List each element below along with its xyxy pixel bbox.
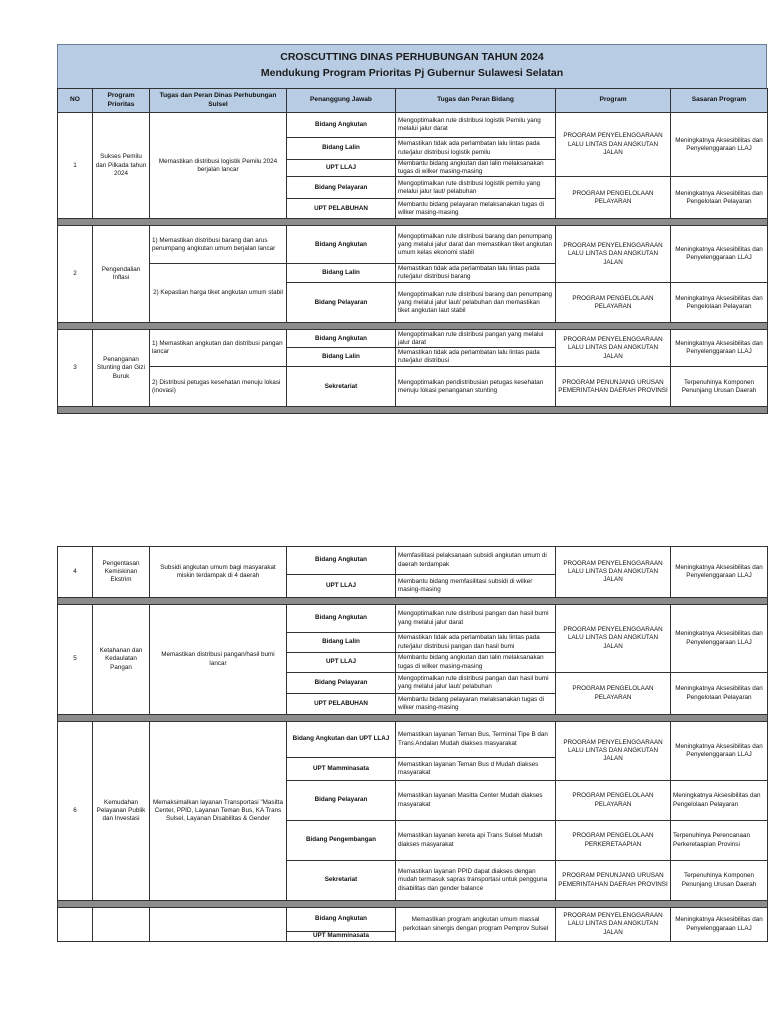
row-tugas-bidang: Memastikan tidak ada perlambatan lalu lintas pada rute/jalur distribusi [396, 348, 556, 367]
row-penanggung-jawab: UPT Mamminasata [287, 758, 396, 781]
row-no: 2 [58, 226, 93, 323]
row-no: 1 [58, 113, 93, 219]
table-row [58, 226, 768, 264]
section-separator [58, 715, 768, 722]
row-program: PROGRAM PENYELENGGARAAN LALU LINTAS DAN ANGKUTAN JALAN [556, 547, 671, 598]
row-program-prioritas: Penanganan Stunting dan Gizi Buruk [93, 330, 150, 407]
row-sasaran: Meningkatnya Aksesibilitas dan Pengelolaan Pelayaran [671, 283, 768, 323]
row-penanggung-jawab: Bidang Pengembangan [287, 821, 396, 861]
row-tugas-bidang: Memastikan tidak ada perlambatan lalu lintas pada rute/jalur distribusi barang [396, 264, 556, 283]
row-penanggung-jawab: UPT LLAJ [287, 653, 396, 673]
table-row [58, 722, 768, 758]
row-sasaran: Meningkatnya Aksesibilitas dan Pengelolaan Pelayaran [671, 177, 768, 219]
row-sasaran: Meningkatnya Aksesibilitas dan Penyelenggaraan LLAJ [671, 547, 768, 598]
section-separator [58, 219, 768, 226]
row-tugas-bidang: Memastikan tidak ada perlambatan lalu lintas pada rute/jalur distribusi pangan dan hasil bumi [396, 633, 556, 653]
table-row [58, 113, 768, 138]
row-program-prioritas: Pengendalian Inflasi [93, 226, 150, 323]
row-no: 3 [58, 330, 93, 407]
row-penanggung-jawab: Bidang Angkutan dan UPT LLAJ [287, 722, 396, 758]
row-penanggung-jawab: Bidang Angkutan [287, 226, 396, 264]
row-penanggung-jawab: UPT PELABUHAN [287, 694, 396, 715]
row-tugas-dinas: Memastikan distribusi pangan/hasil bumi lancar [150, 605, 287, 715]
row-tugas-bidang: Membantu bidang angkutan dan lalin melaksanakan tugas di wilker masing-masing [396, 653, 556, 673]
header-no: NO [58, 89, 93, 113]
crosscutting-table-2 [57, 546, 768, 942]
header-tugas-dinas: Tugas dan Peran Dinas Perhubungan Sulsel [150, 89, 287, 113]
row-program: PROGRAM PENGELOLAAN PELAYARAN [556, 177, 671, 219]
row-penanggung-jawab: Bidang Lalin [287, 348, 396, 367]
section-separator [58, 407, 768, 414]
table-row [58, 330, 768, 348]
section-separator [58, 598, 768, 605]
row-penanggung-jawab: Bidang Pelayaran [287, 177, 396, 199]
section-separator [58, 901, 768, 908]
row-sasaran: Meningkatnya Aksesibilitas dan Pengelolaan Pelayaran [671, 673, 768, 715]
row-sasaran: Meningkatnya Aksesibilitas dan Penyelenggaraan LLAJ [671, 226, 768, 283]
row-penanggung-jawab: Bidang Angkutan [287, 605, 396, 633]
row-penanggung-jawab: Bidang Lalin [287, 264, 396, 283]
row-sasaran: Meningkatnya Aksesibilitas dan Penyelenggaraan LLAJ [671, 330, 768, 367]
sheet-page-2 [57, 546, 767, 942]
row-penanggung-jawab: Bidang Pelayaran [287, 673, 396, 694]
row-penanggung-jawab: Bidang Angkutan [287, 113, 396, 138]
table-row [58, 908, 768, 932]
header-program: Program [556, 89, 671, 113]
row-tugas-bidang: Mengoptimalkan pendistribusian petugas kesehatan menuju lokasi penanganan stunting [396, 367, 556, 407]
row-penanggung-jawab: Bidang Pelayaran [287, 781, 396, 821]
row-penanggung-jawab: Bidang Pelayaran [287, 283, 396, 323]
document-subtitle: Mendukung Program Prioritas Pj Gubernur Sulawesi Selatan [260, 67, 564, 79]
row-tugas-bidang: Mengoptimalkan rute distribusi barang dan penumpang yang melalui jalur darat dan memastikan tiket angkutan umum kelas ekonomi stabil [396, 226, 556, 264]
row-tugas-bidang: Membantu bidang pelayaran melaksanakan tugas di wilker masing-masing [396, 694, 556, 715]
row-program: PROGRAM PENGELOLAAN PELAYARAN [556, 673, 671, 715]
row-tugas-dinas: Subsidi angkutan umum bagi masyarakat miskin terdampak di 4 daerah [150, 547, 287, 598]
section-separator [58, 323, 768, 330]
row-program-prioritas: Ketahanan dan Kedaulatan Pangan [93, 605, 150, 715]
row-tugas-dinas [150, 908, 287, 942]
title-banner [57, 44, 767, 88]
header-tugas-bidang: Tugas dan Peran Bidang [396, 89, 556, 113]
row-penanggung-jawab: Bidang Angkutan [287, 330, 396, 348]
row-penanggung-jawab: UPT PELABUHAN [287, 199, 396, 219]
row-tugas-bidang: Membantu bidang pelayaran melaksanakan tugas di wilker masing-masing [396, 199, 556, 219]
row-tugas-bidang: Mengoptimalkan rute distribusi pangan yang melalui jalur darat [396, 330, 556, 348]
header-row [58, 89, 768, 113]
row-tugas-bidang: Mengoptimalkan rute distribusi pangan dan hasil bumi yang melalui jalur darat [396, 605, 556, 633]
row-sasaran: Meningkatnya Aksesibilitas dan Penyelenggaraan LLAJ [671, 722, 768, 781]
row-tugas-dinas: 2) Distribusi petugas kesehatan menuju lokasi (inovasi) [150, 367, 287, 407]
row-penanggung-jawab: Bidang Angkutan [287, 908, 396, 932]
row-tugas-bidang: Memfasilitasi pelaksanaan subsidi angkutan umum di daerah terdampak [396, 547, 556, 575]
row-tugas-bidang: Memastikan program angkutan umum massal perkotaan sinergis dengan program Pemprov Sulsel [396, 908, 556, 942]
row-tugas-bidang: Mengoptimalkan rute distribusi pangan dan hasil bumi yang melalui jalur laut/ pelabuhan [396, 673, 556, 694]
row-tugas-bidang: Membantu bidang angkutan dan lalin melaksanakan tugas di wilker masing-masing [396, 160, 556, 177]
row-program: PROGRAM PENGELOLAAN PELAYARAN [556, 781, 671, 821]
row-tugas-dinas: Memaksimalkan layanan Transportasi "Masitta Center, PPID, Layanan Teman Bus, KA Trans Sulsel, Layanan Disabilitas & Gender [150, 722, 287, 901]
row-program: PROGRAM PENYELENGGARAAN LALU LINTAS DAN ANGKUTAN JALAN [556, 908, 671, 942]
row-tugas-bidang: Memastikan layanan PPID dapat diakses dengan mudah termasuk sapras transportasi untuk pengguna disabilitas dan gender balance [396, 861, 556, 901]
row-program-prioritas: Kemudahan Pelayanan Publik dan Investasi [93, 722, 150, 901]
header-sasaran-program: Sasaran Program [671, 89, 768, 113]
row-tugas-dinas: 2) Kepastian harga tiket angkutan umum stabil [150, 264, 287, 323]
table-row [58, 547, 768, 575]
row-penanggung-jawab: Sekretariat [287, 861, 396, 901]
row-tugas-dinas: Memastikan distribusi logistik Pemilu 2024 berjalan lancar [150, 113, 287, 219]
row-sasaran: Terpenuhinya Komponen Penunjang Urusan Daerah [671, 367, 768, 407]
row-program: PROGRAM PENUNJANG URUSAN PEMERINTAHAN DAERAH PROVINSI [556, 367, 671, 407]
table-row [58, 367, 768, 407]
row-tugas-bidang: Memastikan layanan Teman Bus, Terminal Tipe B dan Trans Andalan Mudah diakses masyarakat [396, 722, 556, 758]
row-program: PROGRAM PENYELENGGARAAN LALU LINTAS DAN ANGKUTAN JALAN [556, 330, 671, 367]
row-program: PROGRAM PENYELENGGARAAN LALU LINTAS DAN ANGKUTAN JALAN [556, 605, 671, 673]
row-tugas-bidang: Memastikan layanan Teman Bus d Mudah diakses masyarakat [396, 758, 556, 781]
row-tugas-bidang: Membantu bidang memfasilitasi subsidi di wilker masing-masing [396, 575, 556, 598]
row-penanggung-jawab: Bidang Angkutan [287, 547, 396, 575]
row-no: 4 [58, 547, 93, 598]
row-program-prioritas: Sukses Pemilu dan Pilkada tahun 2024 [93, 113, 150, 219]
row-penanggung-jawab: UPT Mamminasata [287, 932, 396, 942]
row-no: 6 [58, 722, 93, 901]
row-tugas-bidang: Mengoptimalkan rute distribusi logistik pemilu yang melalui jalur laut/ pelabuhan [396, 177, 556, 199]
document-title: CROSCUTTING DINAS PERHUBUNGAN TAHUN 2024 [280, 51, 544, 63]
row-tugas-bidang: Memastikan layanan Masitta Center Mudah diakses masyarakat [396, 781, 556, 821]
row-program: PROGRAM PENYELENGGARAAN LALU LINTAS DAN ANGKUTAN JALAN [556, 722, 671, 781]
row-penanggung-jawab: Bidang Lalin [287, 633, 396, 653]
row-no: 5 [58, 605, 93, 715]
row-sasaran: Meningkatnya Aksesibilitas dan Penyelenggaraan LLAJ [671, 113, 768, 177]
row-sasaran: Meningkatnya Aksesibilitas dan Penyelenggaraan LLAJ [671, 605, 768, 673]
row-penanggung-jawab: UPT LLAJ [287, 575, 396, 598]
row-sasaran: Terpenuhinya Perencanaan Perkeretaapian Provinsi [671, 821, 768, 861]
row-tugas-bidang: Mengoptimalkan rute distribusi barang dan penumpang yang melalui jalur laut/ pelabuhan dan memastikan tiket angkutan laut stabil [396, 283, 556, 323]
row-tugas-dinas: 1) Memastikan angkutan dan distribusi pangan lancar [150, 330, 287, 367]
row-sasaran: Meningkatnya Aksesibilitas dan Pengelolaan Pelayaran [671, 781, 768, 821]
row-program: PROGRAM PENYELENGGARAAN LALU LINTAS DAN ANGKUTAN JALAN [556, 113, 671, 177]
row-sasaran: Meningkatnya Aksesibilitas dan Penyelenggaraan LLAJ [671, 908, 768, 942]
row-program: PROGRAM PENGELOLAAN PERKERETAAPIAN [556, 821, 671, 861]
row-program-prioritas [93, 908, 150, 942]
row-penanggung-jawab: UPT LLAJ [287, 160, 396, 177]
header-penanggung-jawab: Penanggung Jawab [287, 89, 396, 113]
row-program: PROGRAM PENUNJANG URUSAN PEMERINTAHAN DAERAH PROVINSI [556, 861, 671, 901]
row-sasaran: Terpenuhinya Komponen Penunjang Urusan Daerah [671, 861, 768, 901]
row-no [58, 908, 93, 942]
row-tugas-bidang: Memastikan layanan kereta api Trans Sulsel Mudah diakses masyarakat [396, 821, 556, 861]
row-program: PROGRAM PENYELENGGARAAN LALU LINTAS DAN ANGKUTAN JALAN [556, 226, 671, 283]
row-penanggung-jawab: Sekretariat [287, 367, 396, 407]
header-program-prioritas: Program Prioritas [93, 89, 150, 113]
row-tugas-dinas: 1) Memastikan distribusi barang dan arus penumpang angkutan umum berjalan lancar [150, 226, 287, 264]
table-row [58, 605, 768, 633]
row-tugas-bidang: Memastikan tidak ada perlambatan lalu lintas pada rute/jalur distribusi logistik pemilu [396, 138, 556, 160]
crosscutting-table-1 [57, 88, 768, 414]
row-program-prioritas: Pengentasan Kemiskinan Ekstrim [93, 547, 150, 598]
row-tugas-bidang: Mengoptimalkan rute distribusi logistik Pemilu yang melalui jalur darat [396, 113, 556, 138]
sheet-page-1 [57, 44, 767, 414]
row-program: PROGRAM PENGELOLAAN PELAYARAN [556, 283, 671, 323]
row-penanggung-jawab: Bidang Lalin [287, 138, 396, 160]
